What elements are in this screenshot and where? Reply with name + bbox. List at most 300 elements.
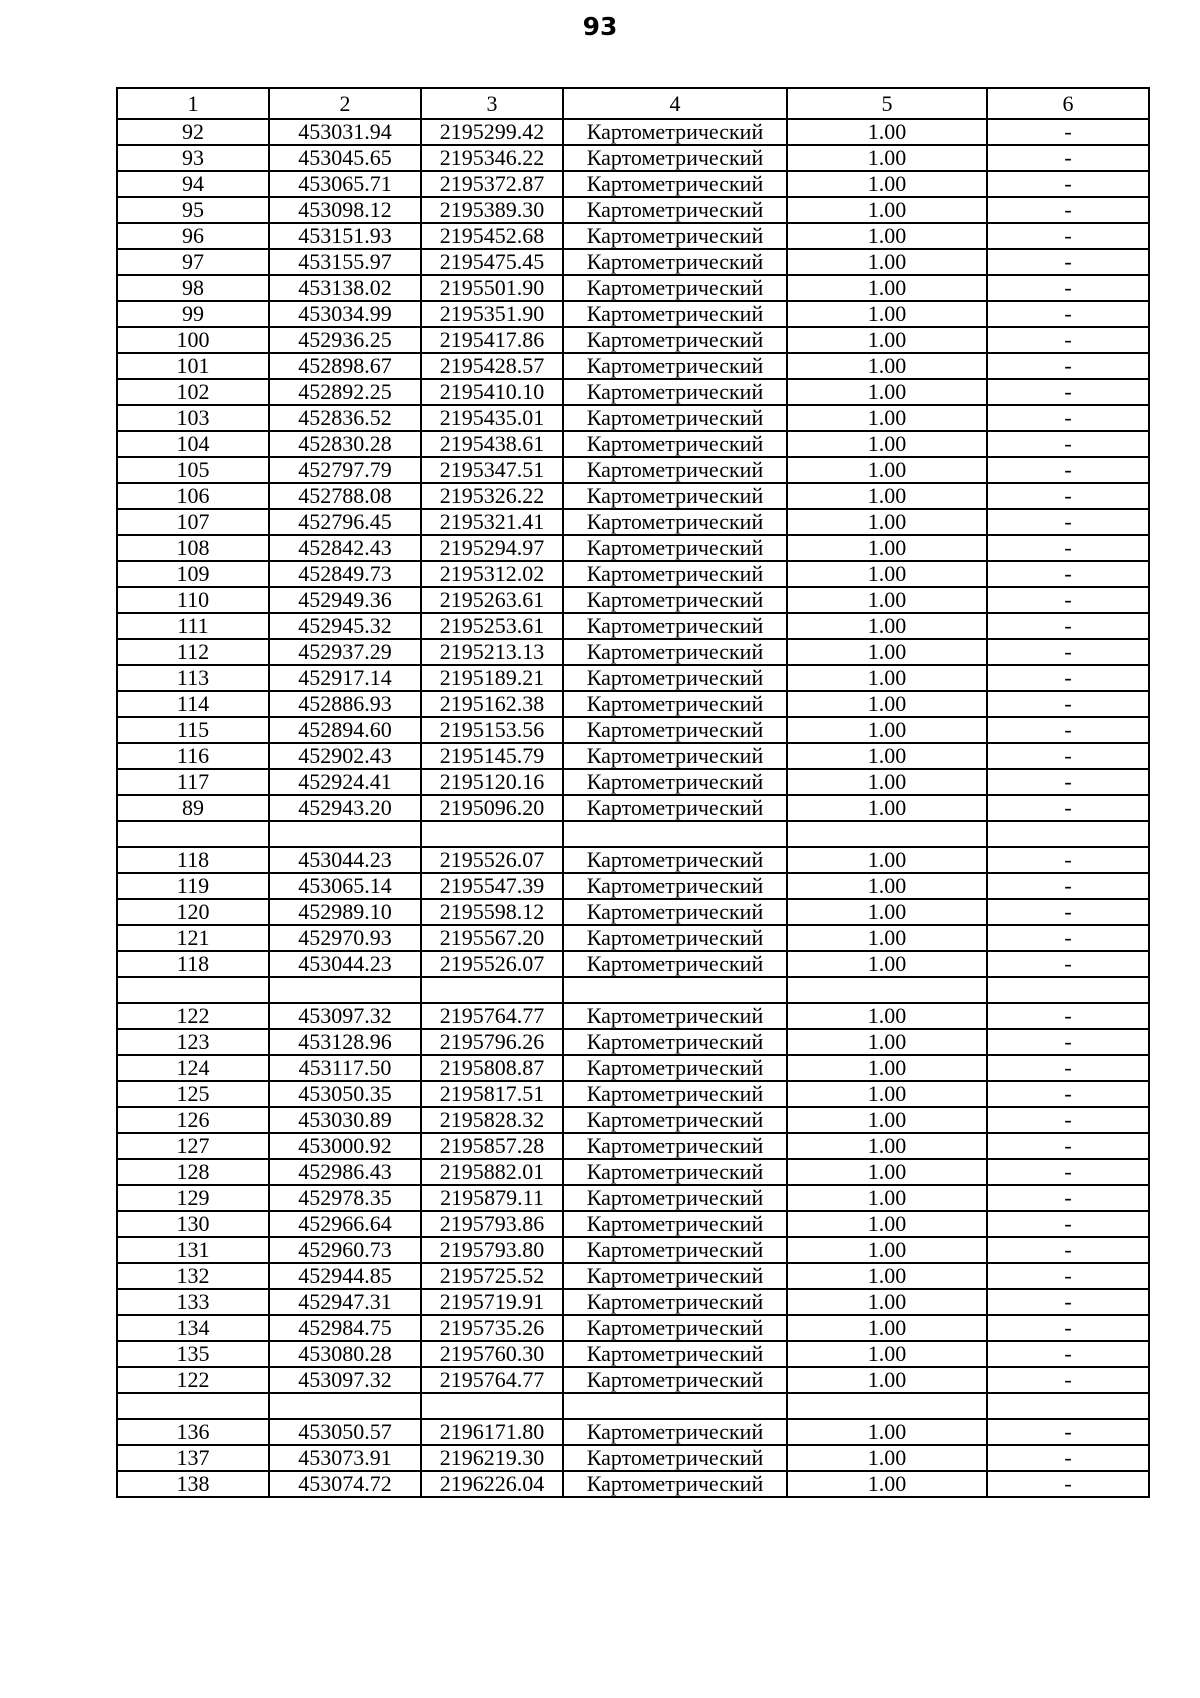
table-row bbox=[117, 275, 1149, 301]
x-coordinate-cell: 452886.93 bbox=[269, 691, 421, 717]
y-coordinate-cell: 2195547.39 bbox=[421, 873, 563, 899]
x-coordinate-cell: 453074.72 bbox=[269, 1471, 421, 1497]
y-coordinate-cell: 2195793.80 bbox=[421, 1237, 563, 1263]
accuracy-cell: 1.00 bbox=[787, 1107, 987, 1133]
note-cell: - bbox=[987, 1289, 1149, 1315]
point-number-cell bbox=[117, 821, 269, 847]
x-coordinate-cell: 452937.29 bbox=[269, 639, 421, 665]
table-row bbox=[117, 1289, 1149, 1315]
method-cell: Картометрический bbox=[563, 587, 787, 613]
note-cell: - bbox=[987, 587, 1149, 613]
y-coordinate-cell: 2195299.42 bbox=[421, 119, 563, 145]
note-cell: - bbox=[987, 327, 1149, 353]
x-coordinate-cell: 453050.35 bbox=[269, 1081, 421, 1107]
y-coordinate-cell: 2195501.90 bbox=[421, 275, 563, 301]
accuracy-cell: 1.00 bbox=[787, 119, 987, 145]
x-coordinate-cell: 453097.32 bbox=[269, 1367, 421, 1393]
note-cell: - bbox=[987, 1367, 1149, 1393]
point-number-cell: 116 bbox=[117, 743, 269, 769]
table-body bbox=[117, 88, 1149, 1497]
accuracy-cell: 1.00 bbox=[787, 145, 987, 171]
accuracy-cell: 1.00 bbox=[787, 1029, 987, 1055]
x-coordinate-cell: 453034.99 bbox=[269, 301, 421, 327]
x-coordinate-cell: 452943.20 bbox=[269, 795, 421, 821]
note-cell: - bbox=[987, 1185, 1149, 1211]
table-row bbox=[117, 431, 1149, 457]
note-cell: - bbox=[987, 639, 1149, 665]
method-cell: Картометрический bbox=[563, 1315, 787, 1341]
y-coordinate-cell: 2195526.07 bbox=[421, 847, 563, 873]
accuracy-cell: 1.00 bbox=[787, 1055, 987, 1081]
accuracy-cell: 1.00 bbox=[787, 951, 987, 977]
point-number-cell: 109 bbox=[117, 561, 269, 587]
point-number-cell bbox=[117, 977, 269, 1003]
table-row bbox=[117, 171, 1149, 197]
x-coordinate-cell: 452796.45 bbox=[269, 509, 421, 535]
y-coordinate-cell: 2195725.52 bbox=[421, 1263, 563, 1289]
method-cell: Картометрический bbox=[563, 327, 787, 353]
table-row bbox=[117, 613, 1149, 639]
method-cell: Картометрический bbox=[563, 119, 787, 145]
y-coordinate-cell: 2195879.11 bbox=[421, 1185, 563, 1211]
point-number-cell: 104 bbox=[117, 431, 269, 457]
accuracy-cell: 1.00 bbox=[787, 717, 987, 743]
method-cell: Картометрический bbox=[563, 873, 787, 899]
method-cell bbox=[563, 821, 787, 847]
x-coordinate-cell: 453128.96 bbox=[269, 1029, 421, 1055]
accuracy-cell: 1.00 bbox=[787, 1003, 987, 1029]
accuracy-cell: 1.00 bbox=[787, 1133, 987, 1159]
table-row bbox=[117, 977, 1149, 1003]
x-coordinate-cell: 452984.75 bbox=[269, 1315, 421, 1341]
x-coordinate-cell: 452949.36 bbox=[269, 587, 421, 613]
x-coordinate-cell: 453155.97 bbox=[269, 249, 421, 275]
y-coordinate-cell bbox=[421, 821, 563, 847]
y-coordinate-cell: 2195162.38 bbox=[421, 691, 563, 717]
accuracy-cell: 1.00 bbox=[787, 327, 987, 353]
table-row bbox=[117, 587, 1149, 613]
method-cell: Картометрический bbox=[563, 353, 787, 379]
y-coordinate-cell: 2196171.80 bbox=[421, 1419, 563, 1445]
accuracy-cell: 1.00 bbox=[787, 431, 987, 457]
x-coordinate-cell: 453065.14 bbox=[269, 873, 421, 899]
accuracy-cell: 1.00 bbox=[787, 535, 987, 561]
table-row bbox=[117, 1237, 1149, 1263]
x-coordinate-cell: 452970.93 bbox=[269, 925, 421, 951]
x-coordinate-cell: 452917.14 bbox=[269, 665, 421, 691]
x-coordinate-cell: 452945.32 bbox=[269, 613, 421, 639]
table-row bbox=[117, 405, 1149, 431]
note-cell: - bbox=[987, 1159, 1149, 1185]
x-coordinate-cell: 453045.65 bbox=[269, 145, 421, 171]
method-cell: Картометрический bbox=[563, 1289, 787, 1315]
x-coordinate-cell: 453098.12 bbox=[269, 197, 421, 223]
point-number-cell: 129 bbox=[117, 1185, 269, 1211]
x-coordinate-cell: 453065.71 bbox=[269, 171, 421, 197]
table-row bbox=[117, 1081, 1149, 1107]
x-coordinate-cell: 453031.94 bbox=[269, 119, 421, 145]
method-cell: Картометрический bbox=[563, 1367, 787, 1393]
y-coordinate-cell: 2195326.22 bbox=[421, 483, 563, 509]
accuracy-cell: 1.00 bbox=[787, 1445, 987, 1471]
accuracy-cell: 1.00 bbox=[787, 1419, 987, 1445]
method-cell: Картометрический bbox=[563, 951, 787, 977]
method-cell: Картометрический bbox=[563, 509, 787, 535]
point-number-cell: 128 bbox=[117, 1159, 269, 1185]
accuracy-cell: 1.00 bbox=[787, 509, 987, 535]
accuracy-cell: 1.00 bbox=[787, 613, 987, 639]
method-cell bbox=[563, 1393, 787, 1419]
method-cell: Картометрический bbox=[563, 405, 787, 431]
note-cell: - bbox=[987, 925, 1149, 951]
accuracy-cell: 1.00 bbox=[787, 1081, 987, 1107]
table-row bbox=[117, 1159, 1149, 1185]
point-number-cell: 111 bbox=[117, 613, 269, 639]
table-row bbox=[117, 457, 1149, 483]
point-number-cell: 122 bbox=[117, 1003, 269, 1029]
note-cell: - bbox=[987, 223, 1149, 249]
note-cell: - bbox=[987, 613, 1149, 639]
table-row bbox=[117, 509, 1149, 535]
y-coordinate-cell: 2195312.02 bbox=[421, 561, 563, 587]
y-coordinate-cell: 2195372.87 bbox=[421, 171, 563, 197]
note-cell: - bbox=[987, 691, 1149, 717]
column-header: 4 bbox=[563, 88, 787, 119]
accuracy-cell: 1.00 bbox=[787, 1341, 987, 1367]
method-cell: Картометрический bbox=[563, 275, 787, 301]
y-coordinate-cell: 2195294.97 bbox=[421, 535, 563, 561]
point-number-cell: 89 bbox=[117, 795, 269, 821]
note-cell: - bbox=[987, 665, 1149, 691]
point-number-cell: 137 bbox=[117, 1445, 269, 1471]
table-row bbox=[117, 145, 1149, 171]
column-header: 6 bbox=[987, 88, 1149, 119]
table-row bbox=[117, 301, 1149, 327]
note-cell: - bbox=[987, 1055, 1149, 1081]
x-coordinate-cell bbox=[269, 821, 421, 847]
accuracy-cell: 1.00 bbox=[787, 561, 987, 587]
y-coordinate-cell: 2195389.30 bbox=[421, 197, 563, 223]
method-cell: Картометрический bbox=[563, 1185, 787, 1211]
accuracy-cell bbox=[787, 821, 987, 847]
note-cell: - bbox=[987, 769, 1149, 795]
y-coordinate-cell: 2195153.56 bbox=[421, 717, 563, 743]
note-cell: - bbox=[987, 951, 1149, 977]
y-coordinate-cell: 2195417.86 bbox=[421, 327, 563, 353]
column-header: 3 bbox=[421, 88, 563, 119]
accuracy-cell: 1.00 bbox=[787, 925, 987, 951]
table-row bbox=[117, 717, 1149, 743]
method-cell: Картометрический bbox=[563, 743, 787, 769]
accuracy-cell: 1.00 bbox=[787, 1367, 987, 1393]
point-number-cell: 130 bbox=[117, 1211, 269, 1237]
method-cell: Картометрический bbox=[563, 1029, 787, 1055]
point-number-cell: 135 bbox=[117, 1341, 269, 1367]
note-cell: - bbox=[987, 847, 1149, 873]
y-coordinate-cell: 2195346.22 bbox=[421, 145, 563, 171]
method-cell: Картометрический bbox=[563, 639, 787, 665]
method-cell: Картометрический bbox=[563, 847, 787, 873]
method-cell: Картометрический bbox=[563, 1341, 787, 1367]
note-cell bbox=[987, 821, 1149, 847]
method-cell: Картометрический bbox=[563, 1263, 787, 1289]
point-number-cell: 95 bbox=[117, 197, 269, 223]
x-coordinate-cell: 452986.43 bbox=[269, 1159, 421, 1185]
note-cell: - bbox=[987, 1211, 1149, 1237]
x-coordinate-cell: 452788.08 bbox=[269, 483, 421, 509]
method-cell: Картометрический bbox=[563, 223, 787, 249]
point-number-cell: 105 bbox=[117, 457, 269, 483]
y-coordinate-cell: 2195817.51 bbox=[421, 1081, 563, 1107]
column-header: 5 bbox=[787, 88, 987, 119]
note-cell: - bbox=[987, 561, 1149, 587]
accuracy-cell: 1.00 bbox=[787, 639, 987, 665]
method-cell: Картометрический bbox=[563, 171, 787, 197]
note-cell: - bbox=[987, 795, 1149, 821]
table-header-row bbox=[117, 88, 1149, 119]
x-coordinate-cell: 452892.25 bbox=[269, 379, 421, 405]
y-coordinate-cell: 2195828.32 bbox=[421, 1107, 563, 1133]
accuracy-cell: 1.00 bbox=[787, 457, 987, 483]
accuracy-cell: 1.00 bbox=[787, 795, 987, 821]
point-number-cell: 112 bbox=[117, 639, 269, 665]
accuracy-cell bbox=[787, 1393, 987, 1419]
method-cell: Картометрический bbox=[563, 197, 787, 223]
accuracy-cell: 1.00 bbox=[787, 353, 987, 379]
table-row bbox=[117, 1263, 1149, 1289]
x-coordinate-cell: 452944.85 bbox=[269, 1263, 421, 1289]
table-row bbox=[117, 327, 1149, 353]
table-row bbox=[117, 899, 1149, 925]
y-coordinate-cell: 2195808.87 bbox=[421, 1055, 563, 1081]
note-cell: - bbox=[987, 1315, 1149, 1341]
method-cell: Картометрический bbox=[563, 1133, 787, 1159]
x-coordinate-cell: 452966.64 bbox=[269, 1211, 421, 1237]
note-cell: - bbox=[987, 353, 1149, 379]
point-number-cell: 107 bbox=[117, 509, 269, 535]
coordinates-table bbox=[116, 87, 1150, 1498]
y-coordinate-cell: 2195438.61 bbox=[421, 431, 563, 457]
note-cell: - bbox=[987, 1263, 1149, 1289]
point-number-cell: 138 bbox=[117, 1471, 269, 1497]
x-coordinate-cell: 453050.57 bbox=[269, 1419, 421, 1445]
table-row bbox=[117, 743, 1149, 769]
y-coordinate-cell: 2195410.10 bbox=[421, 379, 563, 405]
table-row bbox=[117, 249, 1149, 275]
point-number-cell: 115 bbox=[117, 717, 269, 743]
note-cell: - bbox=[987, 1341, 1149, 1367]
x-coordinate-cell: 453030.89 bbox=[269, 1107, 421, 1133]
method-cell: Картометрический bbox=[563, 717, 787, 743]
accuracy-cell: 1.00 bbox=[787, 1185, 987, 1211]
method-cell: Картометрический bbox=[563, 379, 787, 405]
method-cell: Картометрический bbox=[563, 535, 787, 561]
x-coordinate-cell bbox=[269, 977, 421, 1003]
point-number-cell: 97 bbox=[117, 249, 269, 275]
note-cell: - bbox=[987, 1471, 1149, 1497]
point-number-cell: 108 bbox=[117, 535, 269, 561]
note-cell: - bbox=[987, 1107, 1149, 1133]
point-number-cell: 99 bbox=[117, 301, 269, 327]
accuracy-cell: 1.00 bbox=[787, 249, 987, 275]
note-cell: - bbox=[987, 249, 1149, 275]
method-cell: Картометрический bbox=[563, 431, 787, 457]
accuracy-cell: 1.00 bbox=[787, 1471, 987, 1497]
y-coordinate-cell bbox=[421, 1393, 563, 1419]
point-number-cell: 103 bbox=[117, 405, 269, 431]
table-row bbox=[117, 665, 1149, 691]
method-cell: Картометрический bbox=[563, 1445, 787, 1471]
table-row bbox=[117, 1419, 1149, 1445]
y-coordinate-cell: 2195764.77 bbox=[421, 1003, 563, 1029]
point-number-cell: 134 bbox=[117, 1315, 269, 1341]
method-cell: Картометрический bbox=[563, 457, 787, 483]
table-row bbox=[117, 1315, 1149, 1341]
note-cell: - bbox=[987, 1237, 1149, 1263]
note-cell: - bbox=[987, 1029, 1149, 1055]
y-coordinate-cell: 2195475.45 bbox=[421, 249, 563, 275]
note-cell: - bbox=[987, 1445, 1149, 1471]
point-number-cell: 98 bbox=[117, 275, 269, 301]
method-cell: Картометрический bbox=[563, 1107, 787, 1133]
y-coordinate-cell: 2195735.26 bbox=[421, 1315, 563, 1341]
method-cell: Картометрический bbox=[563, 769, 787, 795]
point-number-cell: 123 bbox=[117, 1029, 269, 1055]
y-coordinate-cell: 2195120.16 bbox=[421, 769, 563, 795]
accuracy-cell: 1.00 bbox=[787, 1211, 987, 1237]
note-cell: - bbox=[987, 899, 1149, 925]
column-header: 2 bbox=[269, 88, 421, 119]
method-cell: Картометрический bbox=[563, 561, 787, 587]
x-coordinate-cell: 452842.43 bbox=[269, 535, 421, 561]
note-cell: - bbox=[987, 301, 1149, 327]
method-cell: Картометрический bbox=[563, 1055, 787, 1081]
point-number-cell: 102 bbox=[117, 379, 269, 405]
method-cell: Картометрический bbox=[563, 665, 787, 691]
x-coordinate-cell: 452894.60 bbox=[269, 717, 421, 743]
y-coordinate-cell: 2195189.21 bbox=[421, 665, 563, 691]
note-cell: - bbox=[987, 743, 1149, 769]
table-row bbox=[117, 379, 1149, 405]
table-row bbox=[117, 1341, 1149, 1367]
note-cell: - bbox=[987, 405, 1149, 431]
y-coordinate-cell: 2195526.07 bbox=[421, 951, 563, 977]
table-row bbox=[117, 561, 1149, 587]
table-row bbox=[117, 1055, 1149, 1081]
table-row bbox=[117, 1029, 1149, 1055]
accuracy-cell: 1.00 bbox=[787, 743, 987, 769]
note-cell: - bbox=[987, 431, 1149, 457]
accuracy-cell bbox=[787, 977, 987, 1003]
note-cell: - bbox=[987, 1133, 1149, 1159]
y-coordinate-cell: 2196226.04 bbox=[421, 1471, 563, 1497]
y-coordinate-cell: 2195428.57 bbox=[421, 353, 563, 379]
table-row bbox=[117, 873, 1149, 899]
accuracy-cell: 1.00 bbox=[787, 405, 987, 431]
accuracy-cell: 1.00 bbox=[787, 1263, 987, 1289]
accuracy-cell: 1.00 bbox=[787, 769, 987, 795]
note-cell: - bbox=[987, 535, 1149, 561]
note-cell: - bbox=[987, 873, 1149, 899]
table-row bbox=[117, 1445, 1149, 1471]
accuracy-cell: 1.00 bbox=[787, 1315, 987, 1341]
method-cell: Картометрический bbox=[563, 1003, 787, 1029]
accuracy-cell: 1.00 bbox=[787, 873, 987, 899]
note-cell: - bbox=[987, 1003, 1149, 1029]
method-cell: Картометрический bbox=[563, 1237, 787, 1263]
accuracy-cell: 1.00 bbox=[787, 1289, 987, 1315]
point-number-cell: 92 bbox=[117, 119, 269, 145]
point-number-cell: 133 bbox=[117, 1289, 269, 1315]
method-cell: Картометрический bbox=[563, 613, 787, 639]
point-number-cell: 94 bbox=[117, 171, 269, 197]
accuracy-cell: 1.00 bbox=[787, 483, 987, 509]
table-row bbox=[117, 1133, 1149, 1159]
y-coordinate-cell: 2195796.26 bbox=[421, 1029, 563, 1055]
method-cell: Картометрический bbox=[563, 1211, 787, 1237]
point-number-cell: 124 bbox=[117, 1055, 269, 1081]
point-number-cell: 113 bbox=[117, 665, 269, 691]
x-coordinate-cell: 452960.73 bbox=[269, 1237, 421, 1263]
method-cell: Картометрический bbox=[563, 483, 787, 509]
y-coordinate-cell: 2195213.13 bbox=[421, 639, 563, 665]
method-cell: Картометрический bbox=[563, 145, 787, 171]
accuracy-cell: 1.00 bbox=[787, 171, 987, 197]
point-number-cell: 121 bbox=[117, 925, 269, 951]
table-row bbox=[117, 795, 1149, 821]
x-coordinate-cell: 452797.79 bbox=[269, 457, 421, 483]
note-cell: - bbox=[987, 717, 1149, 743]
note-cell: - bbox=[987, 275, 1149, 301]
column-header: 1 bbox=[117, 88, 269, 119]
table-row bbox=[117, 769, 1149, 795]
method-cell: Картометрический bbox=[563, 795, 787, 821]
table-row bbox=[117, 847, 1149, 873]
accuracy-cell: 1.00 bbox=[787, 1159, 987, 1185]
point-number-cell: 106 bbox=[117, 483, 269, 509]
accuracy-cell: 1.00 bbox=[787, 379, 987, 405]
y-coordinate-cell: 2195793.86 bbox=[421, 1211, 563, 1237]
point-number-cell: 93 bbox=[117, 145, 269, 171]
x-coordinate-cell: 453117.50 bbox=[269, 1055, 421, 1081]
x-coordinate-cell: 452902.43 bbox=[269, 743, 421, 769]
point-number-cell: 127 bbox=[117, 1133, 269, 1159]
table-row bbox=[117, 1107, 1149, 1133]
table-row bbox=[117, 821, 1149, 847]
table-row bbox=[117, 1003, 1149, 1029]
method-cell: Картометрический bbox=[563, 249, 787, 275]
point-number-cell: 120 bbox=[117, 899, 269, 925]
page-number: 93 bbox=[582, 12, 618, 41]
accuracy-cell: 1.00 bbox=[787, 899, 987, 925]
accuracy-cell: 1.00 bbox=[787, 847, 987, 873]
x-coordinate-cell: 453000.92 bbox=[269, 1133, 421, 1159]
point-number-cell: 126 bbox=[117, 1107, 269, 1133]
table-row bbox=[117, 951, 1149, 977]
y-coordinate-cell: 2195351.90 bbox=[421, 301, 563, 327]
table-row bbox=[117, 353, 1149, 379]
point-number-cell: 136 bbox=[117, 1419, 269, 1445]
table-row bbox=[117, 483, 1149, 509]
note-cell: - bbox=[987, 457, 1149, 483]
x-coordinate-cell bbox=[269, 1393, 421, 1419]
note-cell: - bbox=[987, 379, 1149, 405]
point-number-cell: 114 bbox=[117, 691, 269, 717]
y-coordinate-cell bbox=[421, 977, 563, 1003]
accuracy-cell: 1.00 bbox=[787, 691, 987, 717]
point-number-cell: 117 bbox=[117, 769, 269, 795]
point-number-cell: 110 bbox=[117, 587, 269, 613]
